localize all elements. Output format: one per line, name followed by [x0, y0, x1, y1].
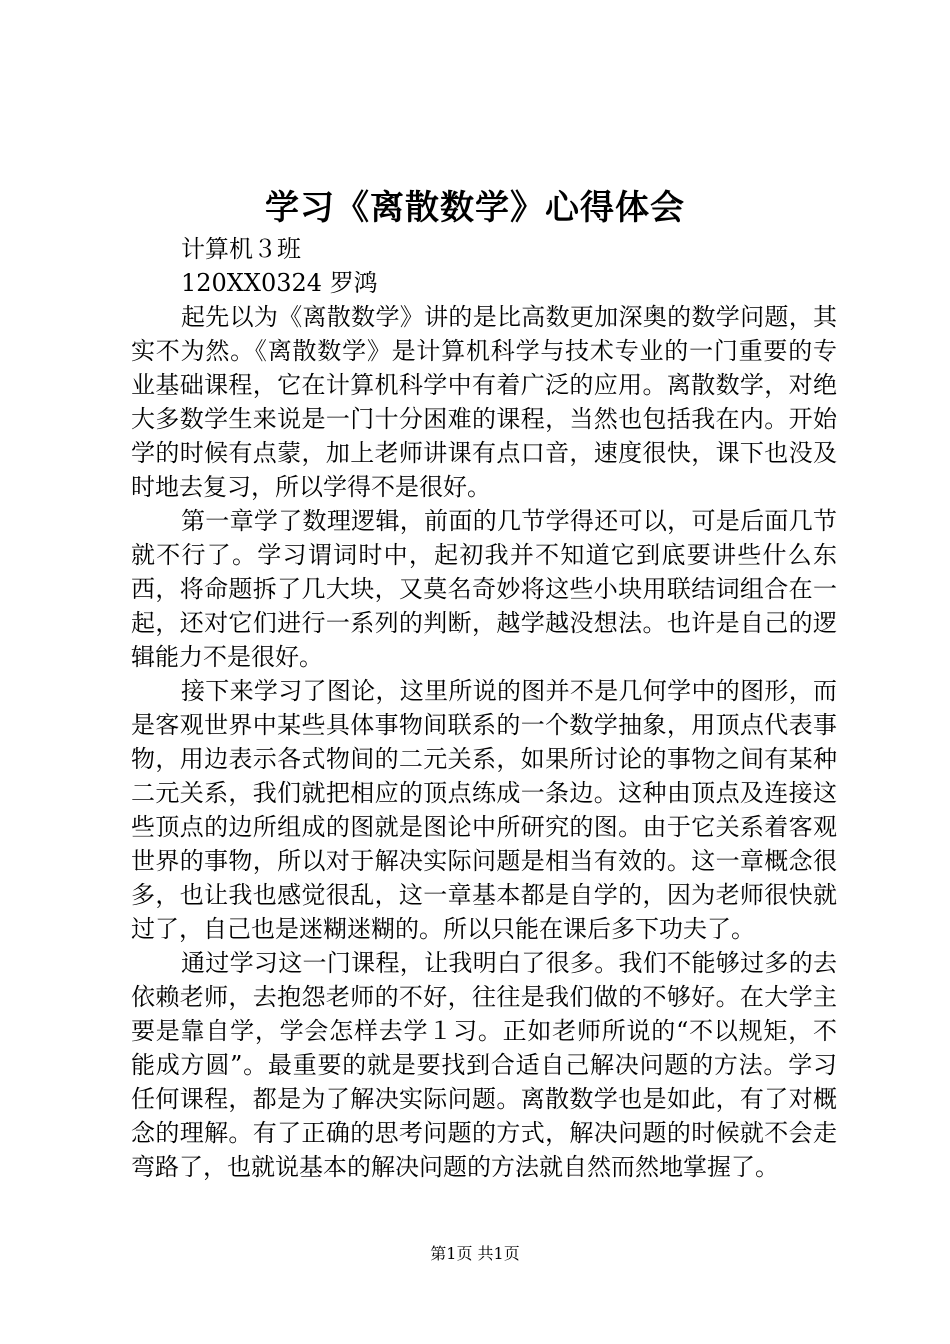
- author-class: 计算机３班: [181, 235, 301, 263]
- paragraph-1: 起先以为《离散数学》讲的是比高数更加深奥的数学问题，其实不为然。《离散数学》是计算机科学与技术专业的一门重要的专业基础课程，它在计算机科学中有着广泛的应用。离散数学，对绝大多数学生来说是一门十分困难的课程，当然也包括我在内。开始学的时候有点蒙，加上老师讲课有点口音，速度很快，课下也没及时地去复习，所以学得不是很好。: [131, 303, 837, 501]
- paragraph-3: 接下来学习了图论，这里所说的图并不是几何学中的图形，而是客观世界中某些具体事物间联系的一个数学抽象，用顶点代表事物，用边表示各式物间的二元关系，如果所讨论的事物之间有某种二元关系，我们就把相应的顶点练成一条边。这种由顶点及连接这些顶点的边所组成的图就是图论中所研究的图。由于它关系着客观世界的事物，所以对于解决实际问题是相当有效的。这一章概念很多，也让我也感觉很乱，这一章基本都是自学的，因为老师很快就过了，自己也是迷糊迷糊的。所以只能在课后多下功夫了。: [131, 677, 837, 943]
- paragraph-2: 第一章学了数理逻辑，前面的几节学得还可以，可是后面几节就不行了。学习谓词时中，起初我并不知道它到底要讲些什么东西，将命题拆了几大块，又莫名奇妙将这些小块用联结词组合在一起，还对它们进行一系列的判断，越学越没想法。也许是自己的逻辑能力不是很好。: [131, 507, 837, 671]
- page-footer: 第1页 共1页: [430, 1244, 520, 1263]
- document-body: [131, 232, 837, 1184]
- paragraph-4: 通过学习这一门课程，让我明白了很多。我们不能够过多的去依赖老师，去抱怨老师的不好，往往是我们做的不够好。在大学主要是靠自学，学会怎样去学１习。正如老师所说的“不以规矩，不能成方圆”。最重要的就是要找到合适自己解决问题的方法。学习任何课程，都是为了解决实际问题。离散数学也是如此，有了对概念的理解。有了正确的思考问题的方式，解决问题的时候就不会走弯路了，也就说基本的解决问题的方法就自然而然地掌握了。: [131, 949, 837, 1181]
- author-id-name: 120XX0324 罗鸿: [181, 269, 378, 297]
- document-title: 学习《离散数学》心得体会: [265, 188, 685, 228]
